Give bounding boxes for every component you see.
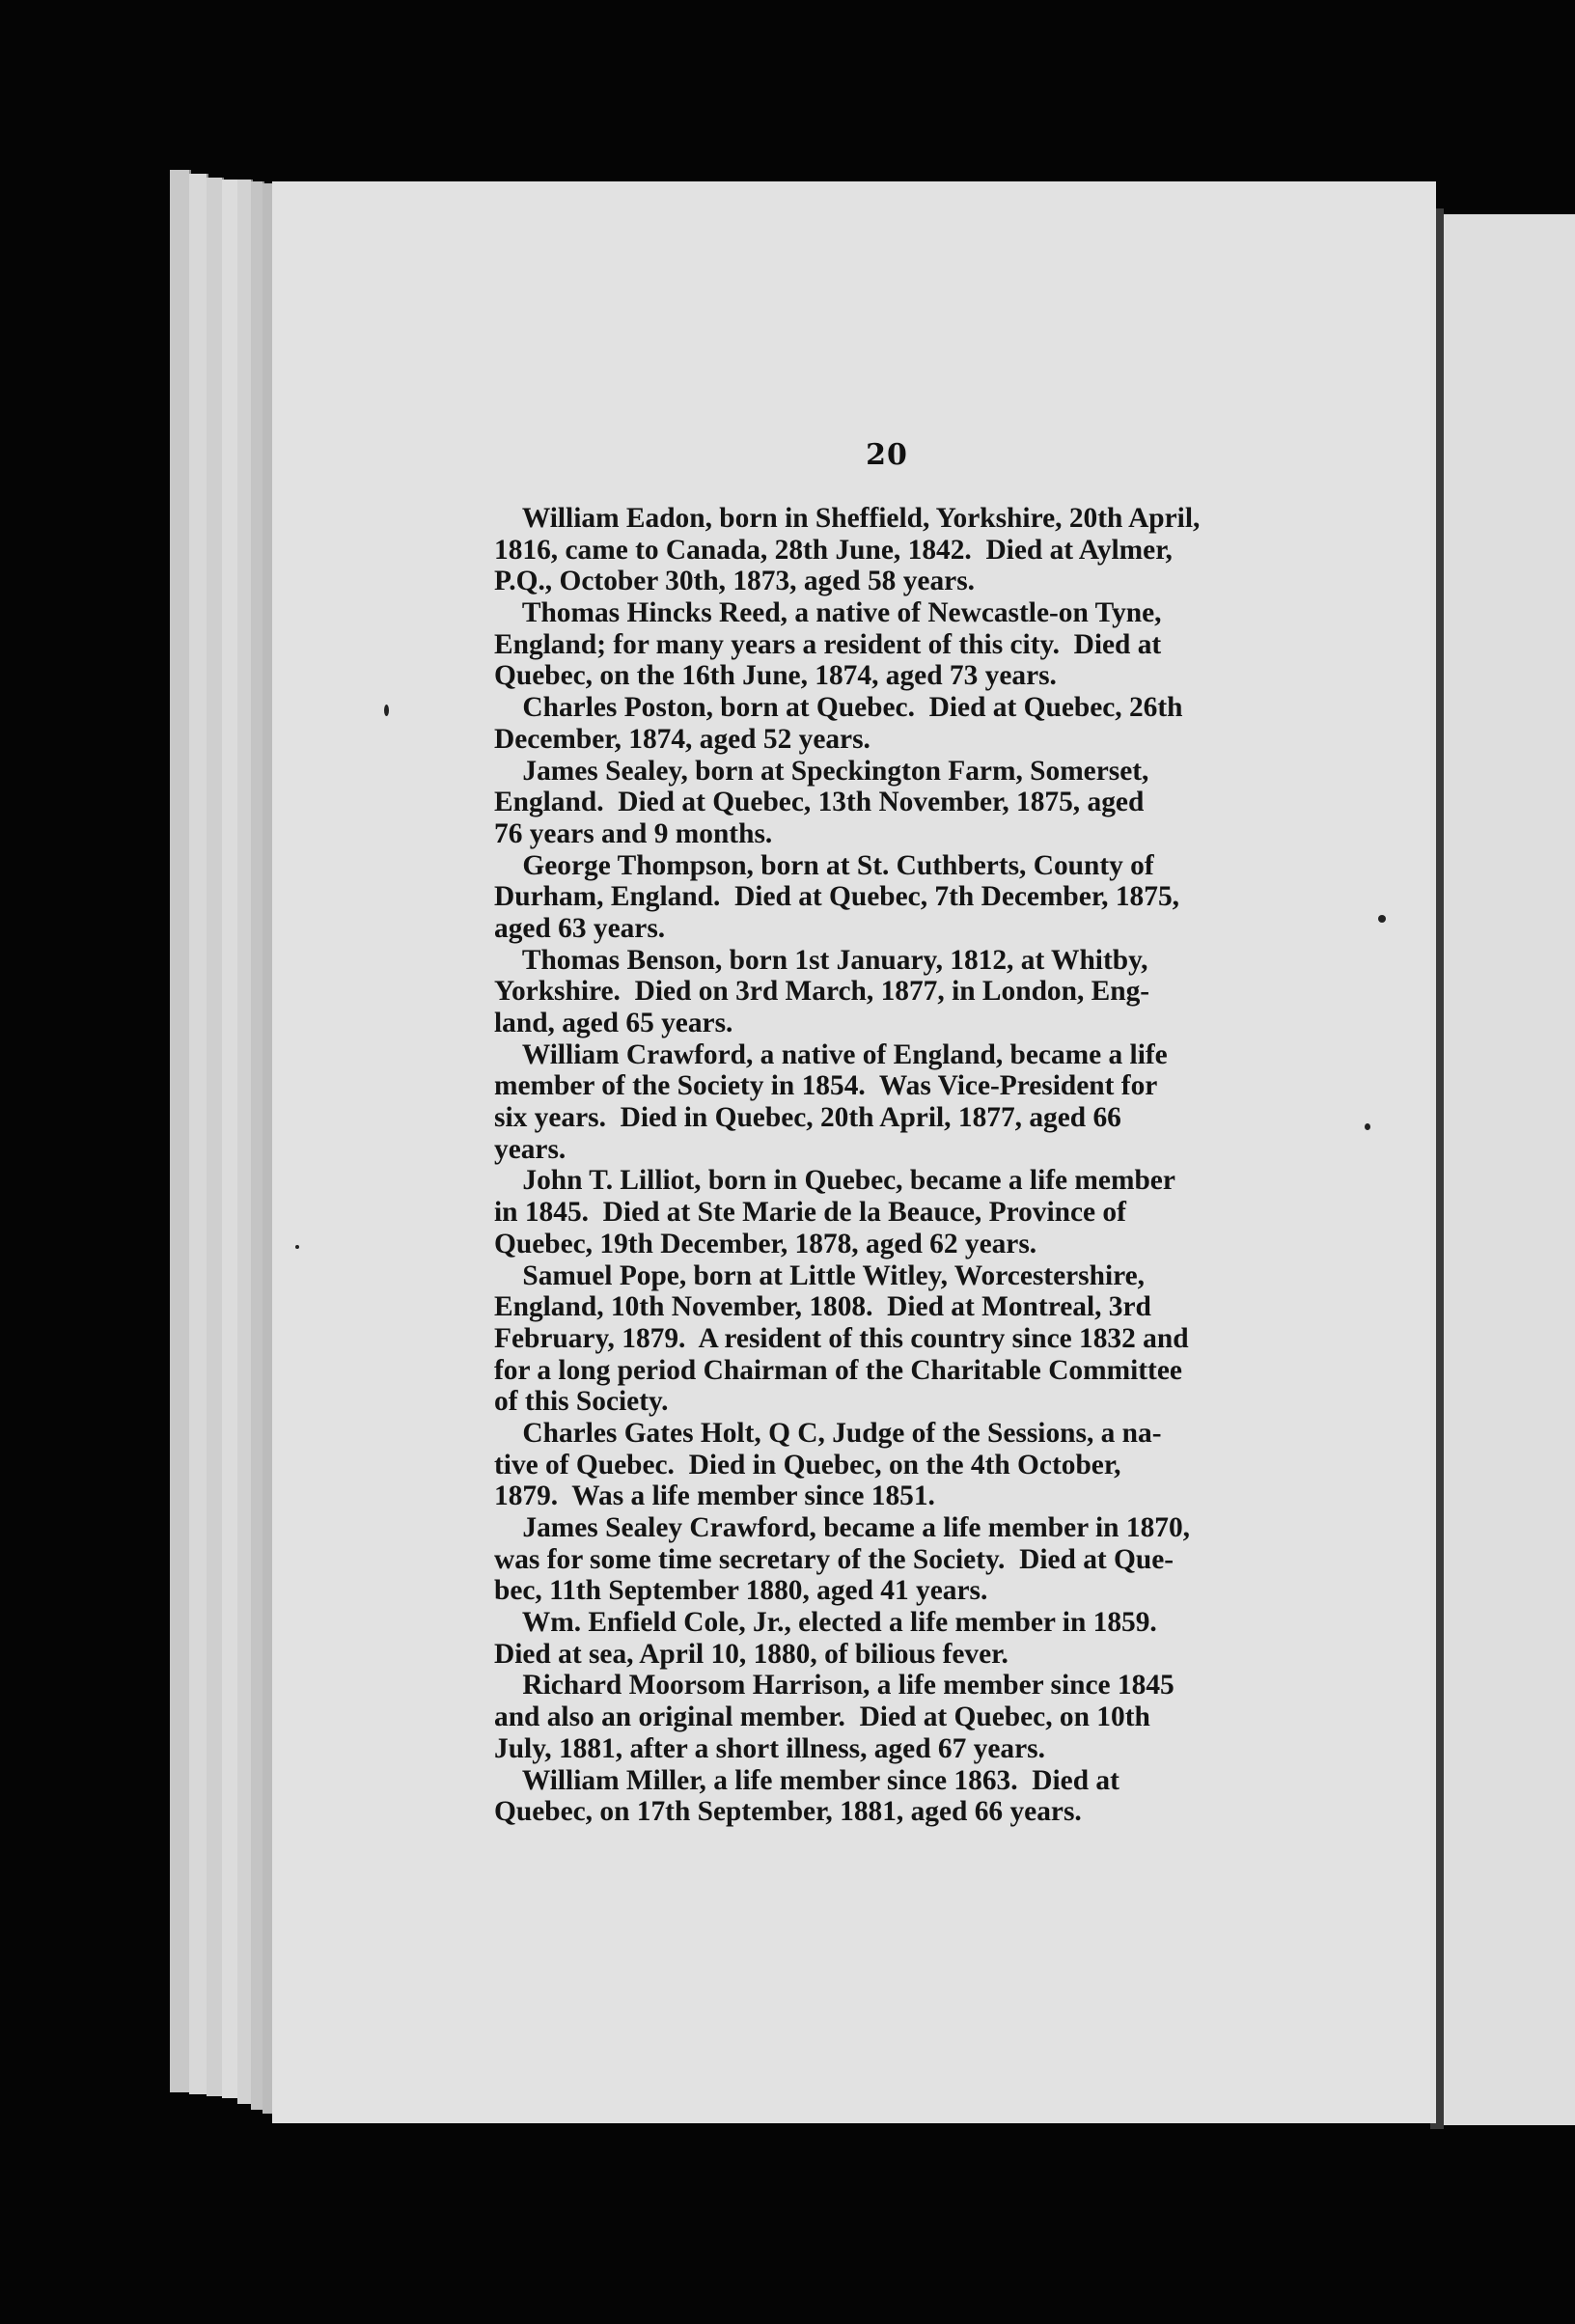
text-line: Samuel Pope, born at Little Witley, Worcestershire, [494, 1259, 1146, 1291]
text-line: James Sealey, born at Speckington Farm, Somerset, [494, 755, 1149, 787]
text-line: July, 1881, after a short illness, aged 67 years. [494, 1732, 1045, 1764]
text-line: aged 63 years. [494, 912, 666, 944]
text-line: Thomas Hincks Reed, a native of Newcastle-on Tyne, [494, 597, 1162, 629]
text-line: six years. Died in Quebec, 20th April, 1877, aged 66 [494, 1102, 1121, 1134]
scan-speck [1378, 915, 1386, 923]
text-line: Thomas Benson, born 1st January, 1812, at Whitby, [494, 944, 1148, 976]
text-line: 76 years and 9 months. [494, 817, 773, 849]
document-page [272, 181, 1436, 2123]
text-line: Wm. Enfield Cole, Jr., elected a life member in 1859. [494, 1607, 1157, 1639]
text-line: in 1845. Died at Ste Marie de la Beauce, Province of [494, 1197, 1126, 1229]
text-line: land, aged 65 years. [494, 1008, 733, 1038]
text-line: England, 10th November, 1808. Died at Montreal, 3rd [494, 1291, 1151, 1323]
text-line: 1816, came to Canada, 28th June, 1842. Died at Aylmer, [494, 534, 1173, 566]
text-line: of this Society. [494, 1386, 669, 1418]
text-line: years. [494, 1133, 566, 1165]
text-line: William Miller, a life member since 1863. Died at [494, 1764, 1119, 1796]
text-line: and also an original member. Died at Quebec, on 10th [494, 1702, 1150, 1733]
scan-speck [295, 1245, 299, 1249]
text-line: James Sealey Crawford, became a life member in 1870, [494, 1512, 1191, 1543]
text-line: Quebec, on 17th September, 1881, aged 66 years. [494, 1796, 1082, 1828]
scan-speck [384, 705, 389, 716]
text-line: Quebec, 19th December, 1878, aged 62 years. [494, 1228, 1037, 1259]
text-line: England; for many years a resident of this city. Died at [494, 628, 1162, 660]
page-edge [189, 174, 208, 2094]
text-line: Charles Poston, born at Quebec. Died at Quebec, 26th [494, 692, 1183, 724]
text-line: for a long period Chairman of the Charitable Committee [494, 1354, 1182, 1386]
text-line: Charles Gates Holt, Q C, Judge of the Sessions, a na- [494, 1417, 1162, 1449]
text-line: was for some time secretary of the Society. Died at Que- [494, 1543, 1174, 1575]
text-line: Yorkshire. Died on 3rd March, 1877, in London, Eng- [494, 976, 1150, 1008]
text-line: bec, 11th September 1880, aged 41 years. [494, 1575, 988, 1607]
page-number: 20 [866, 438, 908, 472]
text-line: 1879. Was a life member since 1851. [494, 1480, 935, 1512]
text-line: P.Q., October 30th, 1873, aged 58 years. [494, 566, 975, 597]
text-line: February, 1879. A resident of this country since 1832 and [494, 1322, 1189, 1354]
text-line: William Eadon, born in Sheffield, Yorkshire, 20th April, [494, 503, 1201, 534]
text-line: William Crawford, a native of England, became a life [494, 1038, 1168, 1070]
text-line: tive of Quebec. Died in Quebec, on the 4th October, [494, 1449, 1121, 1480]
scan-speck [1365, 1123, 1370, 1130]
text-line: John T. Lilliot, born in Quebec, became a life member [494, 1165, 1175, 1197]
page-edge [170, 170, 191, 2092]
text-line: December, 1874, aged 52 years. [494, 723, 870, 755]
text-line: England. Died at Quebec, 13th November, 1875, aged [494, 787, 1145, 818]
obituary-text [494, 503, 1556, 1828]
text-line: member of the Society in 1854. Was Vice-President for [494, 1070, 1158, 1102]
text-line: George Thompson, born at St. Cuthberts, County of [494, 849, 1154, 881]
text-line: Durham, England. Died at Quebec, 7th December, 1875, [494, 881, 1179, 913]
text-line: Quebec, on the 16th June, 1874, aged 73 years. [494, 660, 1057, 692]
text-line: Died at sea, April 10, 1880, of bilious fever. [494, 1638, 1009, 1670]
text-line: Richard Moorsom Harrison, a life member since 1845 [494, 1670, 1174, 1702]
